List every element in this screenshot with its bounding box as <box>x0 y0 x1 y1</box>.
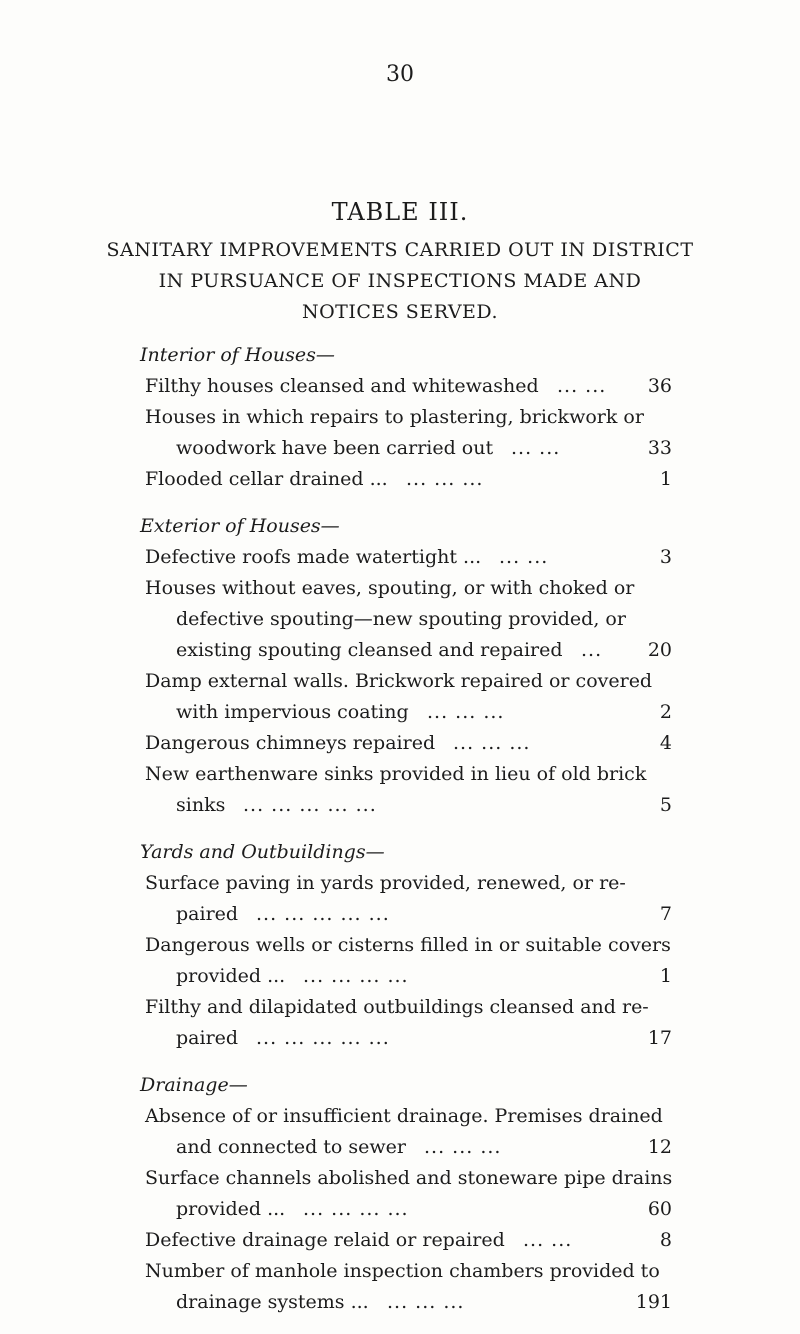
item-count: 36 <box>647 375 672 397</box>
item-count: 12 <box>647 1136 672 1158</box>
item-text: existing spouting cleansed and repaired <box>176 639 563 661</box>
item-line <box>0 899 800 930</box>
item-line <box>0 930 800 961</box>
item-count: 1 <box>659 965 672 987</box>
leader-dots: ... ... <box>523 1229 573 1251</box>
item-line <box>0 1287 800 1318</box>
section-heading: Exterior of Houses— <box>140 515 340 537</box>
item-line <box>0 1163 800 1194</box>
item-count: 7 <box>659 903 672 925</box>
item-line <box>0 1023 800 1054</box>
item-text: paired <box>176 1027 239 1049</box>
item-line <box>0 542 800 573</box>
item-count: 4 <box>659 732 672 754</box>
section <box>0 511 800 821</box>
item-text: drainage systems ... <box>176 1291 369 1313</box>
item-text: with impervious coating <box>176 701 409 723</box>
item-text: woodwork have been carried out <box>176 437 494 459</box>
table-subtitle <box>0 235 800 328</box>
item-line <box>0 604 800 635</box>
leader-dots: ... ... ... <box>453 732 531 754</box>
leader-dots: ... ... ... ... <box>303 1198 409 1220</box>
item-text: Flooded cellar drained ... <box>145 468 388 490</box>
item-text: sinks <box>176 794 226 816</box>
section-heading: Yards and Outbuildings— <box>140 841 385 863</box>
item-count: 17 <box>647 1027 672 1049</box>
item-line <box>0 961 800 992</box>
item-text: Number of manhole inspection chambers provided to <box>145 1260 660 1282</box>
improvements-list <box>0 340 800 1334</box>
section-heading: Interior of Houses— <box>140 344 335 366</box>
item-count: 60 <box>647 1198 672 1220</box>
item-text: provided ... <box>176 1198 286 1220</box>
item-line <box>0 992 800 1023</box>
item-text: Houses without eaves, spouting, or with choked or <box>145 577 635 599</box>
item-text: Surface channels abolished and stoneware pipe drains <box>145 1167 673 1189</box>
page-number: 30 <box>386 62 414 87</box>
item-text: Absence of or insufficient drainage. Premises drained <box>145 1105 663 1127</box>
item-line <box>0 402 800 433</box>
item-text: Filthy houses cleansed and whitewashed <box>145 375 539 397</box>
item-text: Damp external walls. Brickwork repaired or covered <box>145 670 653 692</box>
section-heading: Drainage— <box>140 1074 248 1096</box>
item-text: Filthy and dilapidated outbuildings cleansed and re- <box>145 996 649 1018</box>
item-line <box>0 790 800 821</box>
item-text: Dangerous wells or cisterns filled in or suitable covers <box>145 934 671 956</box>
item-count: 5 <box>659 794 672 816</box>
leader-dots: ... <box>581 639 603 661</box>
item-count: 8 <box>659 1229 672 1251</box>
subtitle-line: SANITARY IMPROVEMENTS CARRIED OUT IN DISTRICT <box>106 239 694 261</box>
leader-dots: ... ... ... <box>427 701 505 723</box>
item-line <box>0 697 800 728</box>
item-line <box>0 433 800 464</box>
item-line <box>0 371 800 402</box>
section <box>0 340 800 495</box>
item-count: 20 <box>647 639 672 661</box>
leader-dots: ... ... <box>557 375 607 397</box>
item-line <box>0 573 800 604</box>
item-text: defective spouting—new spouting provided, or <box>176 608 626 630</box>
item-line <box>0 1225 800 1256</box>
item-line <box>0 1132 800 1163</box>
item-line <box>0 1256 800 1287</box>
section <box>0 837 800 1054</box>
item-line <box>0 759 800 790</box>
item-text: Houses in which repairs to plastering, brickwork or <box>145 406 644 428</box>
item-text: Defective roofs made watertight ... <box>145 546 482 568</box>
subtitle-line: IN PURSUANCE OF INSPECTIONS MADE AND <box>158 270 642 292</box>
leader-dots: ... ... ... ... ... <box>256 1027 390 1049</box>
item-line <box>0 1101 800 1132</box>
item-text: provided ... <box>176 965 286 987</box>
leader-dots: ... ... ... <box>406 468 484 490</box>
item-text: Dangerous chimneys repaired <box>145 732 436 754</box>
leader-dots: ... ... ... ... <box>303 965 409 987</box>
item-count: 2 <box>659 701 672 723</box>
item-line <box>0 728 800 759</box>
subtitle-line: NOTICES SERVED. <box>301 301 499 323</box>
item-count: 33 <box>647 437 672 459</box>
item-line <box>0 666 800 697</box>
item-text: paired <box>176 903 239 925</box>
section <box>0 1070 800 1318</box>
item-line <box>0 635 800 666</box>
item-count: 1 <box>659 468 672 490</box>
item-line <box>0 868 800 899</box>
leader-dots: ... ... ... <box>424 1136 502 1158</box>
leader-dots: ... ... ... ... ... <box>243 794 377 816</box>
item-text: New earthenware sinks provided in lieu of old brick <box>145 763 647 785</box>
leader-dots: ... ... <box>499 546 549 568</box>
item-text: Surface paving in yards provided, renewed, or re- <box>145 872 626 894</box>
table-title: TABLE III. <box>331 198 469 226</box>
item-line <box>0 464 800 495</box>
leader-dots: ... ... <box>511 437 561 459</box>
item-text: Defective drainage relaid or repaired <box>145 1229 505 1251</box>
item-count: 3 <box>659 546 672 568</box>
item-count: 191 <box>635 1291 672 1313</box>
item-text: and connected to sewer <box>176 1136 406 1158</box>
item-line <box>0 1194 800 1225</box>
leader-dots: ... ... ... <box>387 1291 465 1313</box>
leader-dots: ... ... ... ... ... <box>256 903 390 925</box>
